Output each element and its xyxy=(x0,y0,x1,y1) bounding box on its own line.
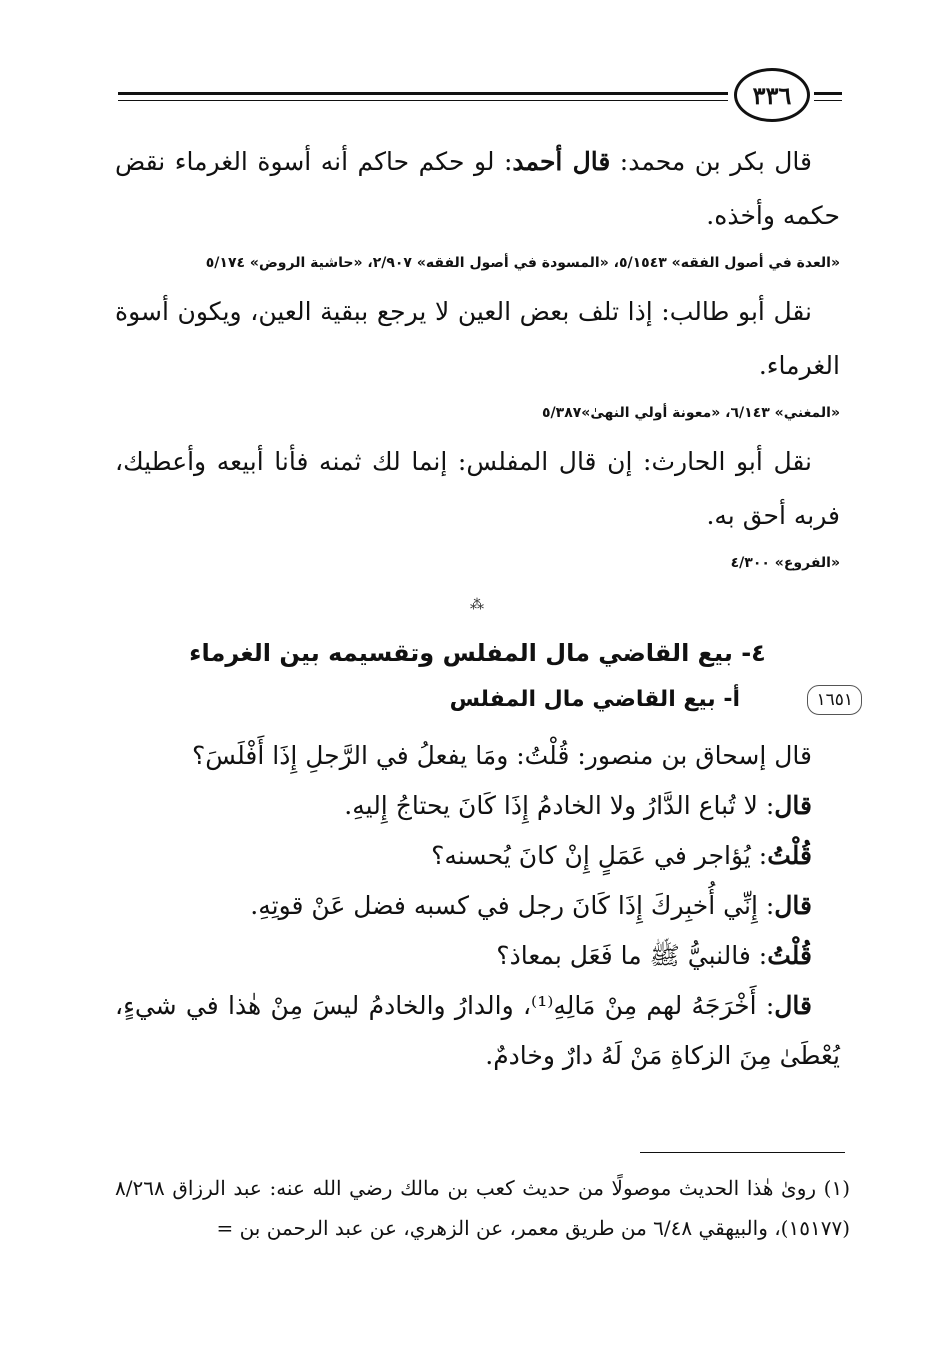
footnote: (١) رویٰ هٰذا الحديث موصولًا من حديث كعب بن مالك رضي الله عنه: عبد الرزاق ٨/٢٦٨ (١٥١٧٧)، والبيهقي ٦/٤٨ من طريق معمر، عن الزهري، عن عبد الرحمن بن = xyxy=(115,1176,850,1240)
narration-2: نقل أبو طالب: إذا تلف بعض العين لا يرجع ببقية العين، ويكون أسوة الغرماء. xyxy=(115,297,840,380)
subheading: أ- بيع القاضي مال المفلس xyxy=(449,687,740,712)
source-reference-2: «المغني» ٦/١٤٣، «معونة أولي النهىٰ»٥/٣٨٧ xyxy=(541,405,840,421)
chapter-heading: ٤- بيع القاضي مال المفلس وتقسيمه بين الغرماء xyxy=(189,639,766,667)
speaker-ahmad: قال أحمد xyxy=(512,147,611,176)
source-reference-3: «الفروع» ٤/٣٠٠ xyxy=(730,555,840,571)
dialog-line: قال: أَخْرَجَهُ لهم مِنْ مَالِهِ⁽¹⁾، والدارُ والخادمُ ليسَ مِنْ هٰذا في شيءٍ، يُعْطَىٰ مِنَ الزكاةِ مَنْ لَهُ دارٌ وخادمٌ. xyxy=(115,991,840,1070)
header-rule-right-thin xyxy=(814,100,842,101)
issue-number-badge: ١٦٥١ xyxy=(807,685,862,715)
subheading-row xyxy=(115,683,853,731)
page-header xyxy=(118,52,838,142)
dialog-line: قُلْتُ: فالنبيُّ ﷺ ما فَعَل بمعاذ؟ xyxy=(496,941,812,970)
narration-3: نقل أبو الحارث: إن قال المفلس: إنما لك ثمنه فأنا أبيعه وأعطيك، فربه أحق به. xyxy=(115,447,840,530)
ornament-divider: ⁂ xyxy=(470,597,485,613)
source-reference-1: «العدة في أصول الفقه» ٥/١٥٤٣، «المسودة في أصول الفقه» ٢/٩٠٧، «حاشية الروض» ٥/١٧٤ xyxy=(205,255,840,271)
dialog-line: قُلْتُ: يُؤاجر في عَمَلٍ إِنْ كانَ يُحسنه؟ xyxy=(431,841,812,870)
page-body xyxy=(115,135,853,1081)
header-rule-thin xyxy=(118,100,728,101)
footnote-separator xyxy=(640,1152,845,1153)
dialog-line: قال: لا تُباع الدَّارُ ولا الخادمُ إِذَا كَانَ يحتاجُ إِليهِ. xyxy=(344,791,812,820)
page-number: ٣٣٦ xyxy=(734,68,810,122)
dialog-line: قال: إِنِّي أُخبِركَ إِذَا كَانَ رجل في كسبه فضل عَنْ قوتِهِ. xyxy=(250,891,812,920)
narration-1: قال بكر بن محمد: قال أحمد: لو حكم حاكم أنه أسوة الغرماء نقض حكمه وأخذه. xyxy=(115,147,840,230)
dialog-intro: قال إسحاق بن منصور: قُلْتُ: ومَا يفعلُ في الرَّجلِ إِذَا أَفْلَسَ؟ xyxy=(191,741,812,770)
header-rule-right xyxy=(814,92,842,95)
header-rule xyxy=(118,92,728,95)
